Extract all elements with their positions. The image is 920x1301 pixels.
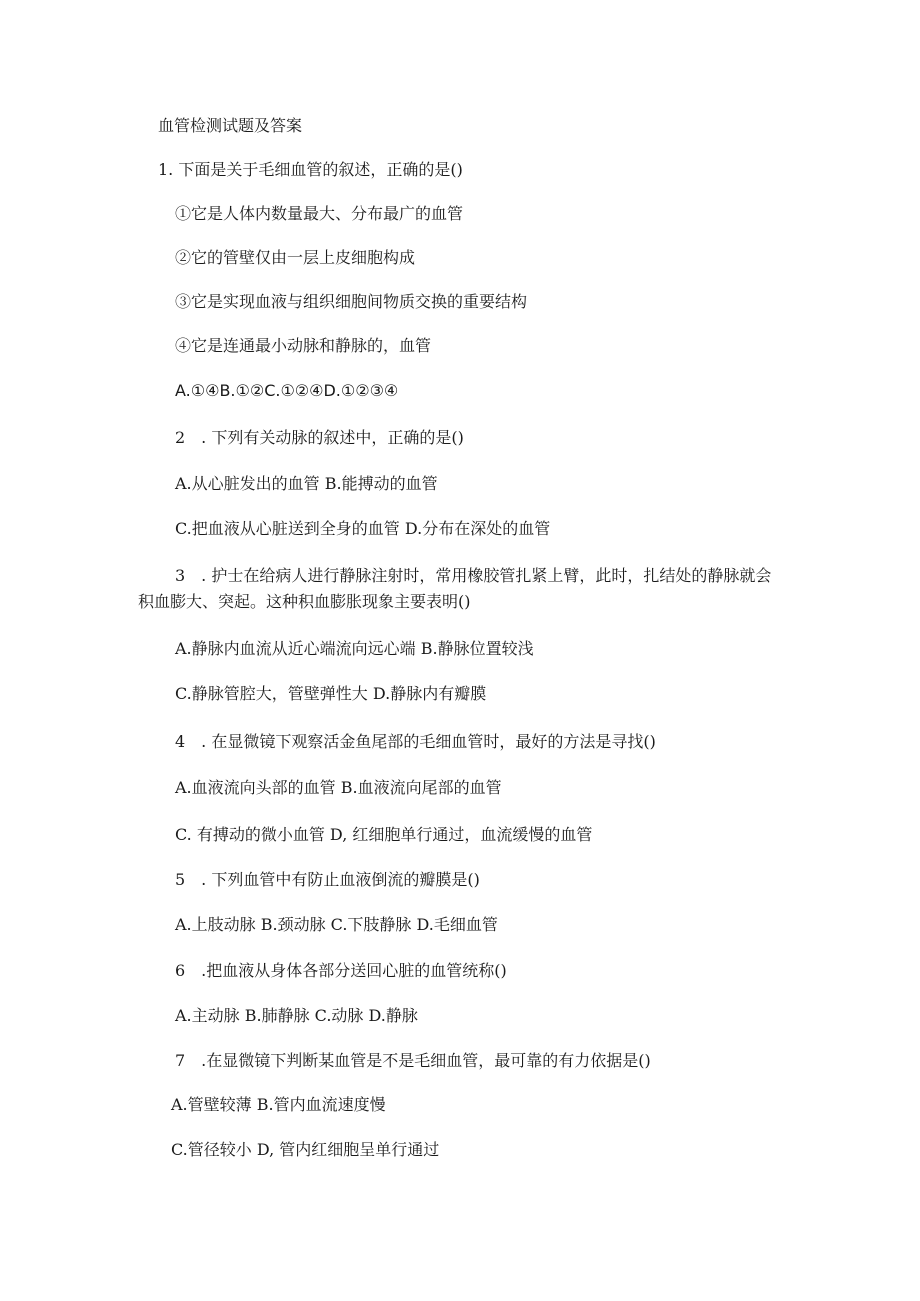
question-5-options: A.上肢动脉 B.颈动脉 C.下肢静脉 D.毛细血管 bbox=[175, 915, 498, 934]
question-2: 2 . 下列有关动脉的叙述中，正确的是() bbox=[175, 428, 464, 447]
question-1: 1. 下面是关于毛细血管的叙述，正确的是() bbox=[158, 160, 463, 179]
statement-3: ③它是实现血液与组织细胞间物质交换的重要结构 bbox=[175, 292, 528, 311]
question-1-options: A.①④B.①②C.①②④D.①②③④ bbox=[175, 381, 399, 400]
question-5: 5 . 下列血管中有防止血液倒流的瓣膜是() bbox=[175, 870, 480, 889]
question-4: 4 . 在显微镜下观察活金鱼尾部的毛细血管时，最好的方法是寻找() bbox=[175, 732, 656, 751]
question-7-options-cd: C.管径较小 D, 管内红细胞呈单行通过 bbox=[171, 1140, 440, 1159]
question-3: 3 . 护士在给病人进行静脉注射时，常用橡胶管扎紧上臂，此时，扎结处的静脉就会积血膨大、突起。这种积血膨胀现象主要表明() bbox=[138, 566, 772, 611]
question-7-options-ab: A.管壁较薄 B.管内血流速度慢 bbox=[171, 1095, 386, 1114]
question-6-options: A.主动脉 B.肺静脉 C.动脉 D.静脉 bbox=[175, 1006, 418, 1025]
question-7: 7 .在显微镜下判断某血管是不是毛细血管，最可靠的有力依据是() bbox=[175, 1051, 651, 1070]
question-4-options-cd: C. 有搏动的微小血管 D, 红细胞单行通过，血流缓慢的血管 bbox=[175, 825, 593, 844]
statement-1: ①它是人体内数量最大、分布最广的血管 bbox=[175, 204, 464, 223]
statement-4: ④它是连通最小动脉和静脉的，血管 bbox=[175, 336, 432, 355]
question-6: 6 .把血液从身体各部分送回心脏的血管统称() bbox=[175, 961, 507, 980]
question-3-options-cd: C.静脉管腔大，管壁弹性大 D.静脉内有瓣膜 bbox=[175, 684, 487, 703]
question-4-options-ab: A.血液流向头部的血管 B.血液流向尾部的血管 bbox=[175, 778, 502, 797]
question-2-options-cd: C.把血液从心脏送到全身的血管 D.分布在深处的血管 bbox=[175, 519, 551, 538]
statement-2: ②它的管壁仅由一层上皮细胞构成 bbox=[175, 248, 416, 267]
question-2-options-ab: A.从心脏发出的血管 B.能搏动的血管 bbox=[175, 474, 438, 493]
question-3-options-ab: A.静脉内血流从近心端流向远心端 B.静脉位置较浅 bbox=[175, 639, 534, 658]
document-title: 血管检测试题及答案 bbox=[158, 116, 303, 135]
